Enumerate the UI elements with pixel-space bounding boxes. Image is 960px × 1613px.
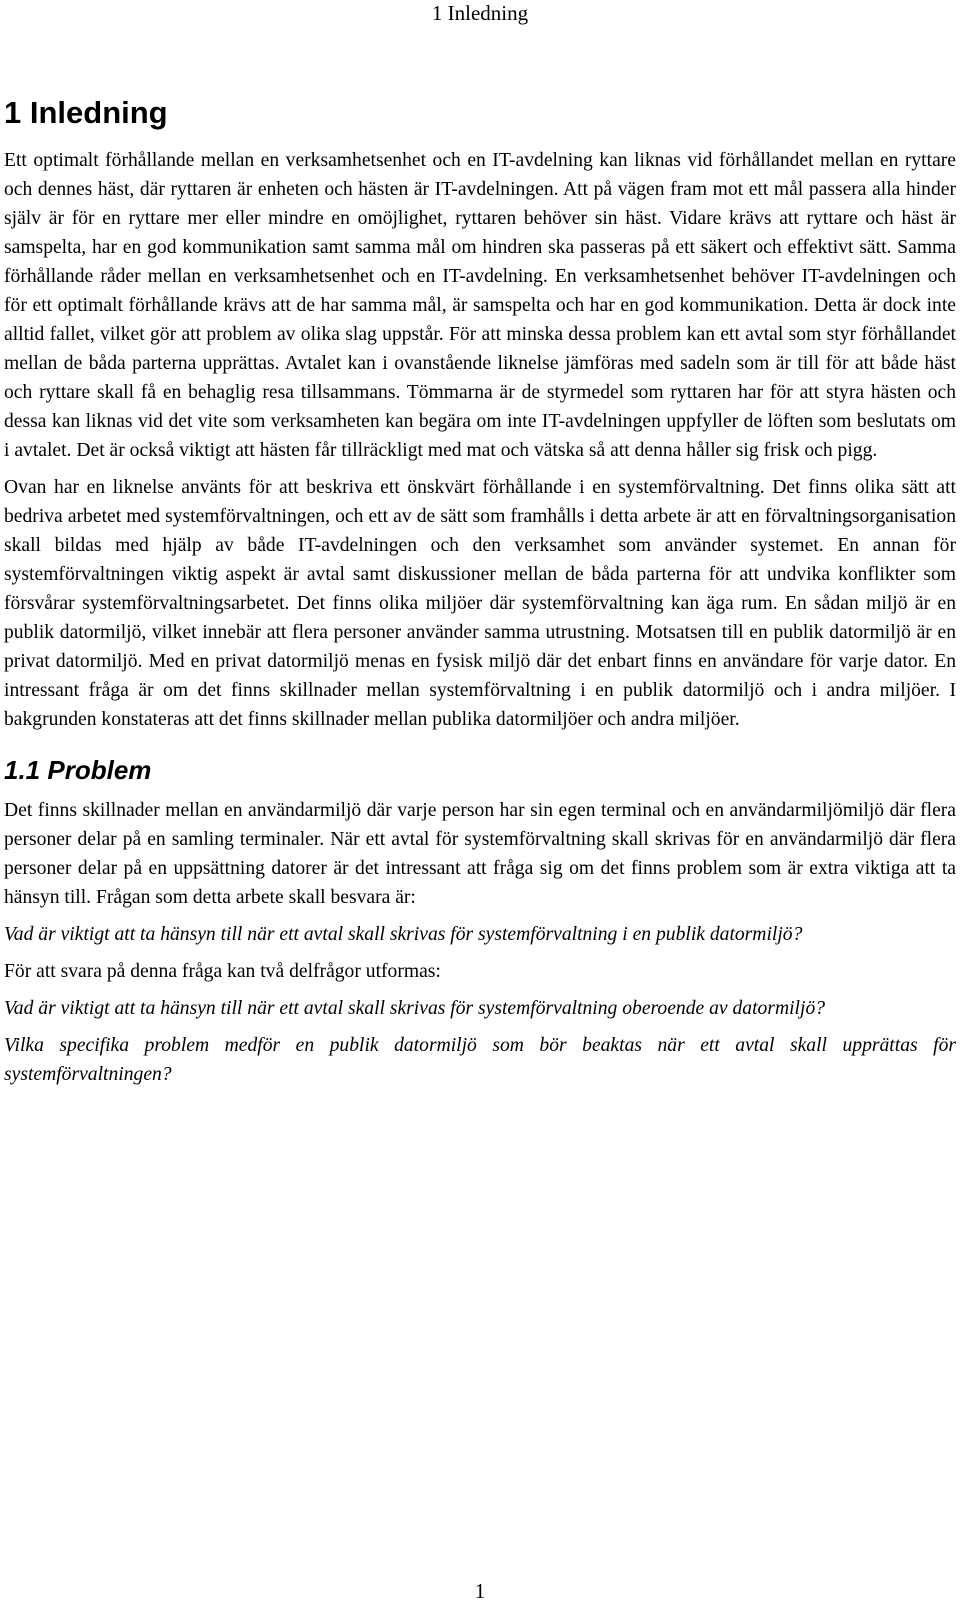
document-body: [4, 94, 956, 1097]
sub-question: Vad är viktigt att ta hänsyn till när ett avtal skall skrivas för systemförvaltning oberoende av datormiljö?: [4, 998, 826, 1019]
chapter-heading: 1 Inledning: [4, 95, 168, 130]
sub-question: Vilka specifika problem medför en publik datormiljö som bör beaktas när ett avtal skall upprättas för systemförvaltningen?: [4, 1035, 956, 1085]
section-heading: 1.1 Problem: [4, 755, 152, 785]
chapter-paragraph: Ett optimalt förhållande mellan en verksamhetsenhet och en IT-avdelning kan liknas vid förhållandet mellan en ryttare och dennes häst, där ryttaren är enheten och hästen är IT-avdelningen. Att på vägen fram mot ett mål passera alla hinder själv är för en ryttare mer eller mindre en omöjlighet, ryttaren behöver sin häst. Vidare krävs att ryttare och häst är samspelta, har en god kommunikation samt samma mål om hindren ska passeras på ett säkert och effektivt sätt. Samma förhållande råder mellan en verksamhetsenhet och en IT-avdelning. En verksamhetsenhet behöver IT-avdelningen och för ett optimalt förhållande krävs att de har samma mål, är samspelta och har en god kommunikation. Detta är dock inte alltid fallet, vilket gör att problem av olika slag uppstår. För att minska dessa problem kan ett avtal som styr förhållandet mellan de båda parterna upprättas. Avtalet kan i ovanstående liknelse jämföras med sadeln som är till för att både häst och ryttare skall få en behaglig resa tillsammans. Tömmarna är de styrmedel som ryttaren har för att styra hästen och dessa kan liknas vid det vite som verksamheten kan begära om inte IT-avdelningen uppfyller de löften som beslutats om i avtalet. Det är också viktigt att hästen får tillräckligt med mat och vätska så att denna håller sig frisk och pigg.: [4, 150, 956, 461]
section-paragraph: För att svara på denna fråga kan två delfrågor utformas:: [4, 961, 441, 982]
running-header: 1 Inledning: [431, 1, 529, 25]
section-paragraph: Det finns skillnader mellan en användarmiljö där varje person har sin egen terminal och en användarmiljömiljö där flera personer delar på en samling terminaler. När ett avtal för systemförvaltning skall skrivas för en användarmiljö där flera personer delar på en uppsättning datorer är det intressant att fråga sig om det finns problem som är extra viktiga att ta hänsyn till. Frågan som detta arbete skall besvara är:: [4, 800, 956, 908]
main-research-question: Vad är viktigt att ta hänsyn till när ett avtal skall skrivas för systemförvaltning i en publik datormiljö?: [4, 924, 803, 945]
page-number: 1: [474, 1579, 486, 1603]
chapter-paragraph: Ovan har en liknelse använts för att beskriva ett önskvärt förhållande i en systemförvaltning. Det finns olika sätt att bedriva arbetet med systemförvaltningen, och ett av de sätt som framhålls i detta arbete är att en förvaltningsorganisation skall bildas med hjälp av både IT-avdelningen och den verksamhet som använder systemet. En annan för systemförvaltningen viktig aspekt är avtal samt diskussioner mellan de båda parterna för att undvika konflikter som försvårar systemförvaltningsarbetet. Det finns olika miljöer där systemförvaltning kan äga rum. En sådan miljö är en publik datormiljö, vilket innebär att flera personer använder samma utrustning. Motsatsen till en publik datormiljö är en privat datormiljö. Med en privat datormiljö menas en fysisk miljö där det enbart finns en användare för varje dator. En intressant fråga är om det finns skillnader mellan systemförvaltning i en publik datormiljö och i andra miljöer. I bakgrunden konstateras att det finns skillnader mellan publika datormiljöer och andra miljöer.: [4, 477, 956, 730]
